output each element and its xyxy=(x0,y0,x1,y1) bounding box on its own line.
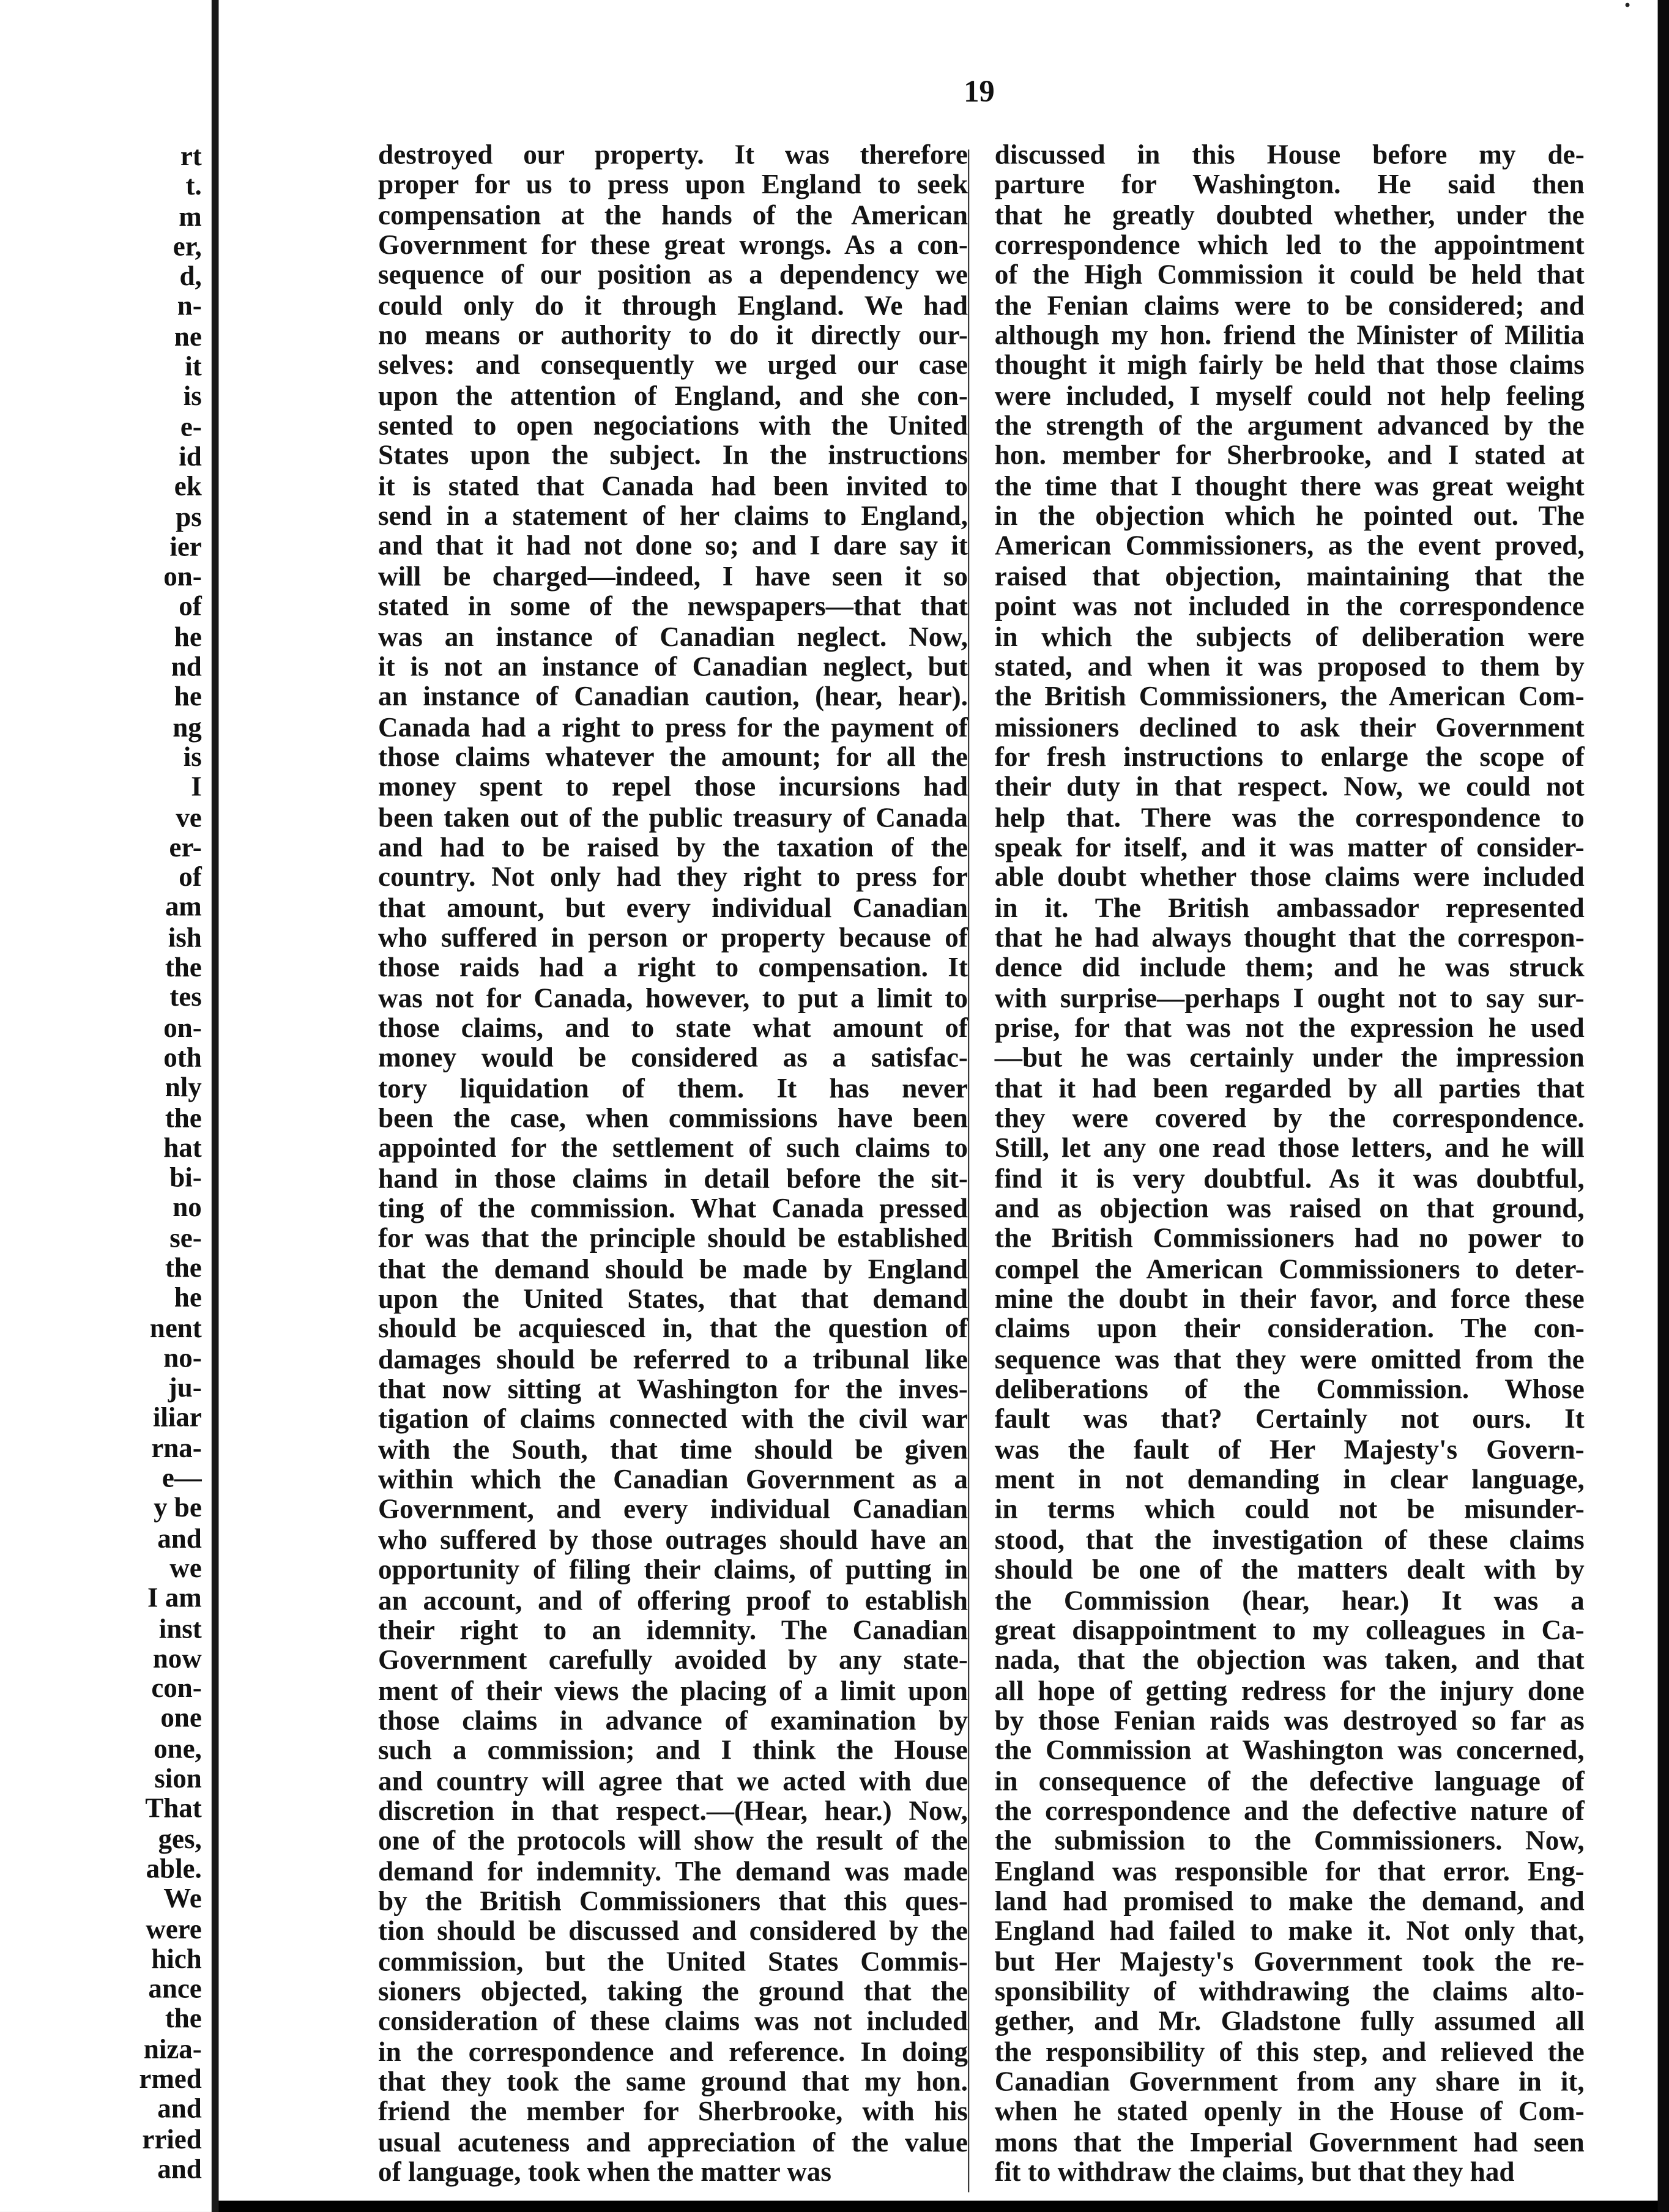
text-line: destroyed our property. It was therefore xyxy=(378,141,968,171)
text-line: in terms which could not be misunder- xyxy=(994,1496,1585,1526)
text-line: ment of their views the placing of a limit upon xyxy=(378,1676,968,1707)
text-line: will be charged—indeed, I have seen it so xyxy=(378,562,968,593)
text-line: demand for indemnity. The demand was made xyxy=(378,1857,968,1887)
text-line: fault was that? Certainly not ours. It xyxy=(994,1405,1585,1436)
text-line: American Commissioners, as the event proved, xyxy=(994,532,1585,562)
text-line: usual acuteness and appreciation of the value xyxy=(378,2128,968,2158)
text-column-left xyxy=(378,141,968,2189)
text-line: all hope of getting redress for the injury done xyxy=(994,1676,1585,1707)
text-line: Government carefully avoided by any state- xyxy=(378,1646,968,1677)
text-line: tion should be discussed and considered by the xyxy=(378,1917,968,1948)
text-line: of the High Commission it could be held that xyxy=(994,261,1585,291)
scan-speck xyxy=(1626,3,1630,7)
text-line: but Her Majesty's Government took the re- xyxy=(994,1947,1585,1978)
text-line: compel the American Commissioners to deter- xyxy=(994,1255,1585,1285)
text-line: sequence was that they were omitted from the xyxy=(994,1345,1585,1375)
fragment-line: is xyxy=(183,382,202,413)
text-line: gether, and Mr. Gladstone fully assumed all xyxy=(994,2008,1585,2038)
text-line: and that it had not done so; and I dare say it xyxy=(378,532,968,562)
fragment-line: hich xyxy=(151,1945,202,1975)
text-line: should be one of the matters dealt with by xyxy=(994,1556,1585,1586)
fragment-line: er- xyxy=(169,833,202,863)
fragment-line: inst xyxy=(158,1614,202,1644)
text-line: that now sitting at Washington for the inves- xyxy=(378,1375,968,1406)
text-line: correspondence which led to the appointment xyxy=(994,231,1585,261)
fragment-line: now xyxy=(152,1644,202,1674)
text-line: fit to withdraw the claims, but that they had xyxy=(994,2158,1515,2188)
text-line: been the case, when commissions have been xyxy=(378,1104,968,1135)
fragment-line: ju- xyxy=(168,1374,202,1404)
text-line: stated in some of the newspapers—that that xyxy=(378,592,968,623)
fragment-line: rried xyxy=(142,2125,202,2155)
text-line: money spent to repel those incursions had xyxy=(378,773,968,803)
text-line: appointed for the settlement of such claims to xyxy=(378,1134,968,1165)
text-line: mons that the Imperial Government had seen xyxy=(994,2128,1585,2158)
text-line: with the South, that time should be given xyxy=(378,1436,968,1466)
text-line: of language, took when the matter was xyxy=(378,2158,831,2188)
fragment-line: con- xyxy=(151,1674,202,1705)
text-line: the submission to the Commissioners. Now, xyxy=(994,1827,1585,1857)
text-line: deliberations of the Commission. Whose xyxy=(994,1375,1585,1406)
text-line: Still, let any one read those letters, and he will xyxy=(994,1134,1585,1165)
text-line: their duty in that respect. Now, we could not xyxy=(994,773,1585,803)
text-line: discretion in that respect.—(Hear, hear.) Now, xyxy=(378,1797,968,1827)
text-line: the British Commissioners, the American Com- xyxy=(994,683,1585,713)
fragment-line: ges, xyxy=(158,1825,202,1855)
text-line: able doubt whether those claims were included xyxy=(994,863,1585,894)
text-line: should be acquiesced in, that the question of xyxy=(378,1315,968,1345)
fragment-line: rna- xyxy=(151,1434,202,1464)
text-line: Canada had a right to press for the payment of xyxy=(378,713,968,743)
text-line: who suffered in person or property because of xyxy=(378,924,968,954)
text-line: speak for itself, and it was matter of consider- xyxy=(994,833,1585,864)
fragment-line: er, xyxy=(173,232,202,262)
text-line: been taken out of the public treasury of Canada xyxy=(378,803,968,833)
text-line: were included, I myself could not help feeling xyxy=(994,382,1585,412)
text-line: the time that I thought there was great weight xyxy=(994,472,1585,502)
text-line: damages should be referred to a tribunal like xyxy=(378,1345,968,1375)
text-line: for fresh instructions to enlarge the scope of xyxy=(994,743,1585,773)
fragment-line: ve xyxy=(176,803,202,833)
text-line: England had failed to make it. Not only that, xyxy=(994,1917,1585,1948)
text-line: sequence of our position as a dependency we xyxy=(378,261,968,291)
page-number: 19 xyxy=(964,73,995,109)
fragment-line: niza- xyxy=(143,2035,202,2065)
text-line: point was not included in the correspondence xyxy=(994,592,1585,623)
text-line: ment in not demanding in clear language, xyxy=(994,1466,1585,1496)
fragment-line: t. xyxy=(185,173,202,202)
fragment-line: rmed xyxy=(139,2065,202,2095)
text-line: although my hon. friend the Minister of Militia xyxy=(994,321,1585,352)
text-line: States upon the subject. In the instructions xyxy=(378,442,968,472)
text-line: Government, and every individual Canadian xyxy=(378,1496,968,1526)
text-line: that they took the same ground that my hon. xyxy=(378,2068,968,2098)
fragment-line: and xyxy=(157,1524,202,1554)
text-line: Canadian Government from any share in it, xyxy=(994,2068,1585,2098)
text-line: in the objection which he pointed out. The xyxy=(994,502,1585,532)
fragment-line: That xyxy=(145,1795,202,1825)
fragment-line: one, xyxy=(154,1734,202,1765)
text-line: in the correspondence and reference. In doing xyxy=(378,2038,968,2068)
fragment-line: rt xyxy=(180,142,202,173)
fragment-line: n- xyxy=(177,292,202,322)
text-line: opportunity of filing their claims, of putting in xyxy=(378,1556,968,1586)
text-line: dence did include them; and he was struck xyxy=(994,954,1585,984)
text-line: that he greatly doubted whether, under the xyxy=(994,201,1585,231)
fragment-line: the xyxy=(165,2005,202,2035)
fragment-line: on- xyxy=(163,563,202,593)
text-line: the Commission at Washington was concerned, xyxy=(994,1737,1585,1767)
text-line: thought it migh fairly be held that those claims xyxy=(994,352,1585,382)
text-line: the Fenian claims were to be considered; and xyxy=(994,291,1585,322)
text-line: they were covered by the correspondence. xyxy=(994,1104,1585,1135)
fragment-line: of xyxy=(179,593,202,623)
text-line: the correspondence and the defective nature of xyxy=(994,1797,1585,1827)
text-line: within which the Canadian Government as a xyxy=(378,1466,968,1496)
text-line: an instance of Canadian caution, (hear, hear). xyxy=(378,683,968,713)
text-line: great disappointment to my colleagues in Ca- xyxy=(994,1616,1585,1646)
fragment-line: and xyxy=(157,2155,202,2185)
fragment-line: am xyxy=(165,893,202,924)
text-line: upon the attention of England, and she con- xyxy=(378,382,968,412)
fragment-line: he xyxy=(174,623,202,653)
fragment-line: the xyxy=(165,1104,202,1134)
fragment-line: sion xyxy=(154,1765,202,1795)
text-line: stated, and when it was proposed to them by xyxy=(994,653,1585,683)
text-line: compensation at the hands of the American xyxy=(378,201,968,231)
fragment-line: e— xyxy=(162,1464,202,1494)
left-page-fragments xyxy=(139,143,201,2186)
text-line: that it had been regarded by all parties that xyxy=(994,1074,1585,1104)
text-line: selves: and consequently we urged our case xyxy=(378,352,968,382)
text-line: hon. member for Sherbrooke, and I stated at xyxy=(994,442,1585,472)
left-page-edge xyxy=(0,0,212,2212)
fragment-line: nd xyxy=(171,653,202,683)
text-line: and as objection was raised on that ground, xyxy=(994,1195,1585,1225)
text-line: England was responsible for that error. Eng- xyxy=(994,1857,1585,1887)
text-line: and had to be raised by the taxation of the xyxy=(378,833,968,864)
text-line: in which the subjects of deliberation were xyxy=(994,623,1585,653)
fragment-line: We xyxy=(163,1885,202,1915)
text-line: —but he was certainly under the impression xyxy=(994,1044,1585,1074)
text-line: prise, for that was not the expression he used xyxy=(994,1014,1585,1044)
text-line: hand in those claims in detail before the sit- xyxy=(378,1165,968,1195)
text-line: stood, that the investigation of these claims xyxy=(994,1526,1585,1556)
fragment-line: the xyxy=(165,953,202,984)
text-line: ting of the commission. What Canada pressed xyxy=(378,1195,968,1225)
text-line: claims upon their consideration. The con- xyxy=(994,1315,1585,1345)
fragment-line: oth xyxy=(163,1044,202,1074)
fragment-line: of xyxy=(179,863,202,894)
text-line: sioners objected, taking the ground that the xyxy=(378,1978,968,2008)
text-line: proper for us to press upon England to seek xyxy=(378,171,968,201)
text-line: raised that objection, maintaining that the xyxy=(994,562,1585,593)
text-line: that the demand should be made by England xyxy=(378,1255,968,1285)
fragment-line: ng xyxy=(173,713,202,743)
page xyxy=(218,0,1657,2201)
text-line: sented to open negociations with the United xyxy=(378,412,968,442)
text-line: who suffered by those outrages should have an xyxy=(378,1526,968,1556)
fragment-line: id xyxy=(179,443,202,473)
text-line: land had promised to make the demand, and xyxy=(994,1887,1585,1917)
text-line: no means or authority to do it directly our- xyxy=(378,321,968,352)
text-line: for was that the principle should be established xyxy=(378,1225,968,1255)
text-line: discussed in this House before my de- xyxy=(994,141,1585,171)
text-line: by those Fenian raids was destroyed so far as xyxy=(994,1707,1585,1737)
text-line: in consequence of the defective language of xyxy=(994,1767,1585,1797)
text-line: missioners declined to ask their Government xyxy=(994,713,1585,743)
text-line: the Commission (hear, hear.) It was a xyxy=(994,1586,1585,1616)
text-line: one of the protocols will show the result of the xyxy=(378,1827,968,1857)
text-line: friend the member for Sherbrooke, with his xyxy=(378,2098,968,2128)
fragment-line: tes xyxy=(169,984,202,1014)
text-line: was not for Canada, however, to put a limit to xyxy=(378,984,968,1014)
fragment-line: were xyxy=(146,1915,202,1945)
text-line: that he had always thought that the correspon- xyxy=(994,924,1585,954)
text-line: country. Not only had they right to press for xyxy=(378,863,968,894)
fragment-line: iliar xyxy=(152,1404,202,1434)
scan-border xyxy=(1658,0,1669,2212)
text-line: those claims whatever the amount; for all the xyxy=(378,743,968,773)
column-divider xyxy=(968,149,969,2192)
text-line: by the British Commissioners that this ques- xyxy=(378,1887,968,1917)
fragment-line: I xyxy=(191,773,202,803)
text-line: it is not an instance of Canadian neglect, but xyxy=(378,653,968,683)
fragment-line: nly xyxy=(165,1074,202,1104)
fragment-line: ier xyxy=(169,533,202,563)
text-line: mine the doubt in their favor, and force these xyxy=(994,1285,1585,1315)
text-line: consideration of these claims was not included xyxy=(378,2008,968,2038)
text-line: find it is very doubtful. As it was doubtful, xyxy=(994,1165,1585,1195)
text-line: when he stated openly in the House of Com- xyxy=(994,2098,1585,2128)
text-line: their right to an idemnity. The Canadian xyxy=(378,1616,968,1646)
fragment-line: m xyxy=(179,202,202,232)
fragment-line: no xyxy=(173,1193,202,1224)
fragment-line: on- xyxy=(163,1014,202,1044)
fragment-line: able. xyxy=(146,1855,202,1885)
text-line: those claims, and to state what amount of xyxy=(378,1014,968,1044)
fragment-line: ps xyxy=(176,503,202,533)
text-line: send in a statement of her claims to England, xyxy=(378,502,968,532)
text-line: money would be considered as a satisfac- xyxy=(378,1044,968,1074)
fragment-line: d, xyxy=(179,262,202,292)
fragment-line: it xyxy=(185,352,202,383)
fragment-line: one xyxy=(160,1704,202,1735)
text-line: in it. The British ambassador represented xyxy=(994,894,1585,924)
text-line: that amount, but every individual Canadian xyxy=(378,894,968,924)
fragment-line: ek xyxy=(174,473,202,503)
fragment-line: the xyxy=(165,1254,202,1284)
fragment-line: he xyxy=(174,683,202,713)
book-gutter xyxy=(212,0,219,2212)
text-line: the responsibility of this step, and relieved the xyxy=(994,2038,1585,2068)
fragment-line: bi- xyxy=(169,1164,202,1194)
text-line: tory liquidation of them. It has never xyxy=(378,1074,968,1104)
fragment-line: is xyxy=(183,743,202,773)
fragment-line: nent xyxy=(149,1314,202,1344)
text-line: those claims in advance of examination by xyxy=(378,1707,968,1737)
fragment-line: y be xyxy=(154,1494,202,1524)
text-line: was the fault of Her Majesty's Govern- xyxy=(994,1436,1585,1466)
text-line: could only do it through England. We had xyxy=(378,291,968,322)
text-line: those raids had a right to compensation. It xyxy=(378,954,968,984)
text-line: an account, and of offering proof to establish xyxy=(378,1586,968,1616)
text-line: the strength of the argument advanced by the xyxy=(994,412,1585,442)
fragment-line: hat xyxy=(163,1134,202,1164)
text-line: it is stated that Canada had been invited to xyxy=(378,472,968,502)
text-line: such a commission; and I think the House xyxy=(378,1737,968,1767)
fragment-line: e- xyxy=(180,412,202,443)
text-line: help that. There was the correspondence to xyxy=(994,803,1585,833)
fragment-line: he xyxy=(174,1284,202,1314)
text-line: and country will agree that we acted with due xyxy=(378,1767,968,1797)
fragment-line: ne xyxy=(174,322,202,353)
text-line: parture for Washington. He said then xyxy=(994,171,1585,201)
text-line: upon the United States, that that demand xyxy=(378,1285,968,1315)
fragment-line: and xyxy=(157,2095,202,2125)
fragment-line: se- xyxy=(169,1223,202,1254)
fragment-line: I am xyxy=(147,1584,202,1614)
fragment-line: ance xyxy=(148,1975,202,2005)
text-line: nada, that the objection was taken, and that xyxy=(994,1646,1585,1677)
text-line: commission, but the United States Commis- xyxy=(378,1947,968,1978)
text-line: the British Commissioners had no power to xyxy=(994,1225,1585,1255)
fragment-line: ish xyxy=(168,923,202,954)
text-line: with surprise—perhaps I ought not to say sur- xyxy=(994,984,1585,1014)
fragment-line: we xyxy=(169,1554,202,1584)
fragment-line: no- xyxy=(163,1344,202,1374)
text-line: tigation of claims connected with the civil war xyxy=(378,1405,968,1436)
text-line: sponsibility of withdrawing the claims alto- xyxy=(994,1978,1585,2008)
text-line: Government for these great wrongs. As a con- xyxy=(378,231,968,261)
text-line: was an instance of Canadian neglect. Now, xyxy=(378,623,968,653)
text-column-right xyxy=(995,141,1585,2189)
